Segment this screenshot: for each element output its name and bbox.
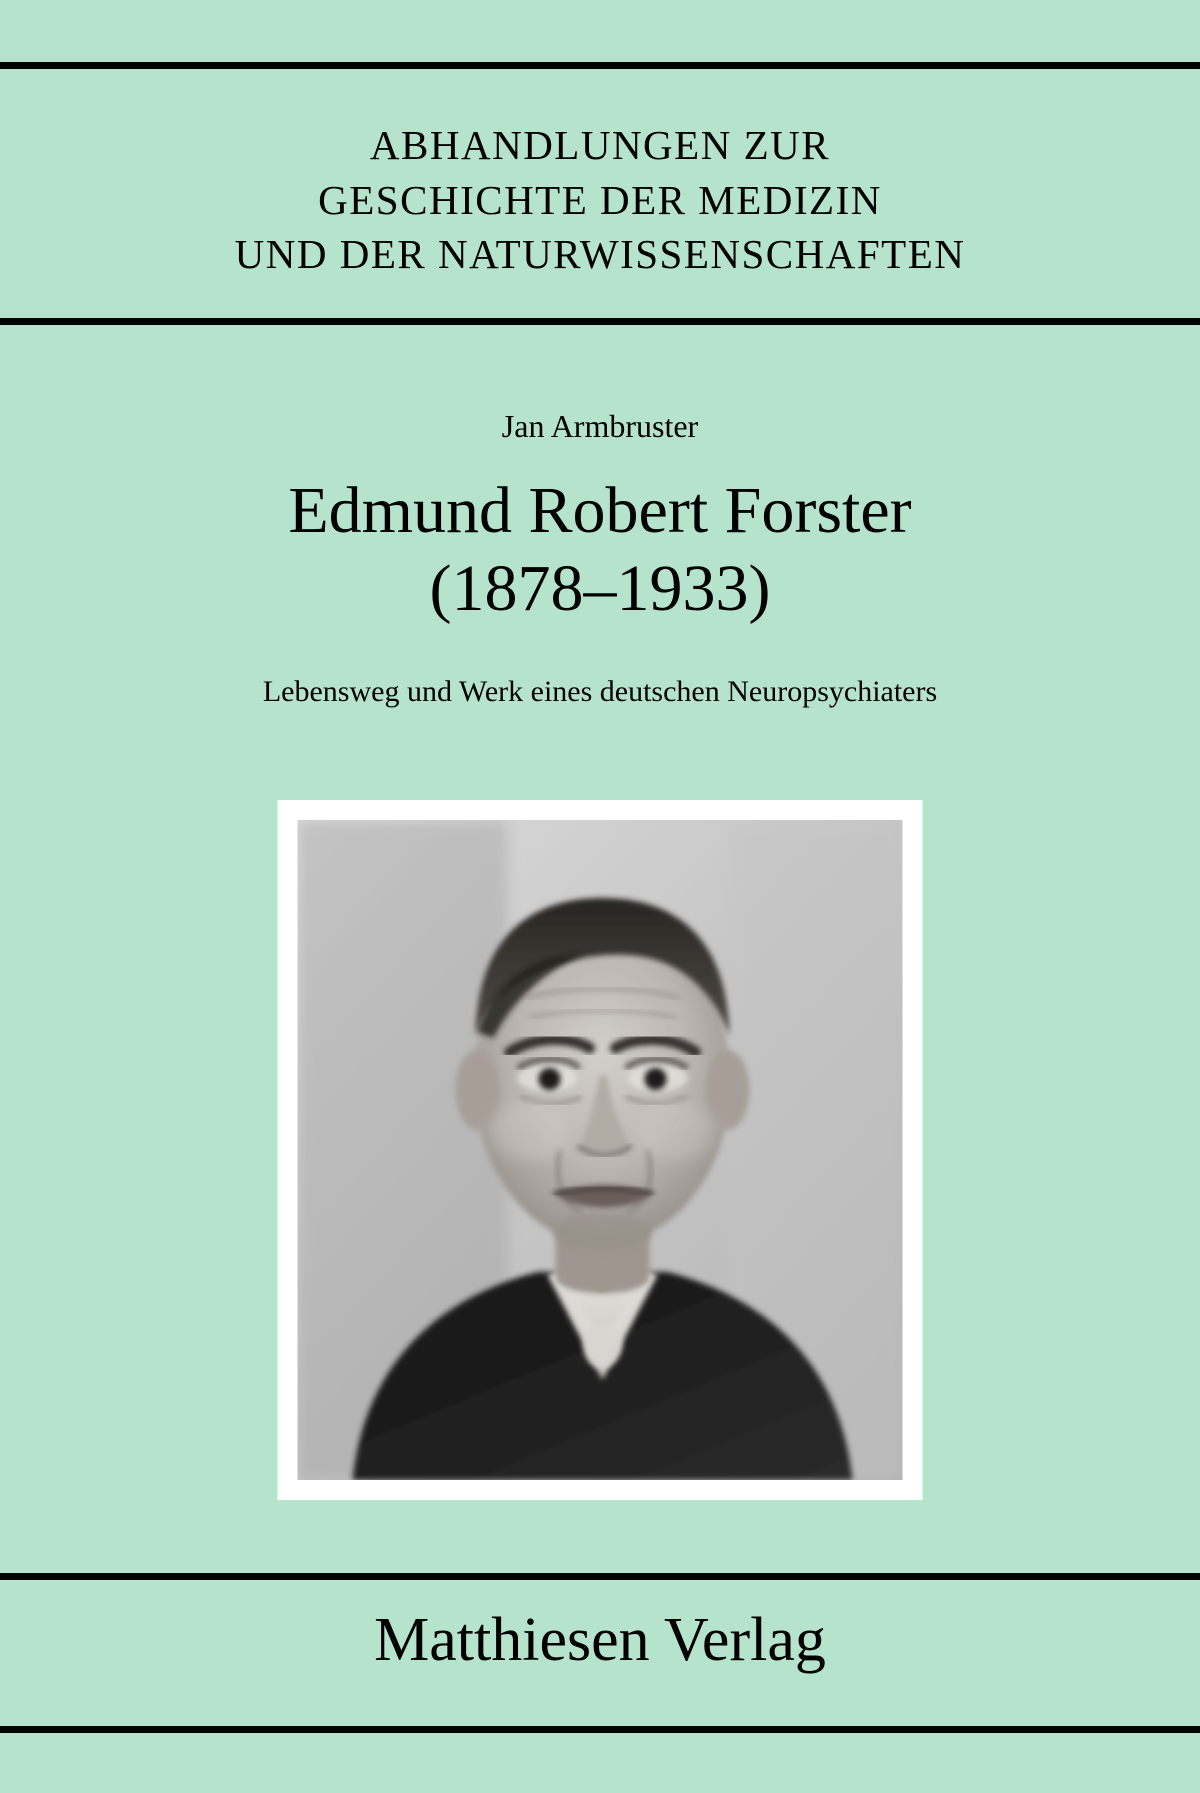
book-title: [0, 472, 1200, 628]
divider-top-outer: [0, 62, 1200, 69]
series-title: [0, 118, 1200, 282]
divider-bottom-outer: [0, 1573, 1200, 1580]
portrait-frame: [278, 800, 923, 1500]
book-title-line-2: (1878–1933): [429, 551, 771, 625]
portrait-photo: [298, 820, 903, 1480]
divider-bottom-inner: [0, 1726, 1200, 1733]
book-title-line-1: Edmund Robert Forster: [288, 474, 912, 547]
book-subtitle: Lebensweg und Werk eines deutschen Neuropsychiaters: [262, 675, 938, 708]
series-title-line-3: UND DER NATURWISSENSCHAFTEN: [234, 231, 966, 278]
author-name: Jan Armbruster: [501, 408, 699, 444]
series-title-line-1: ABHANDLUNGEN ZUR: [369, 122, 831, 168]
publisher-name: Matthiesen Verlag: [374, 1606, 826, 1674]
series-title-line-2: GESCHICHTE DER MEDIZIN: [318, 176, 882, 223]
divider-top-inner: [0, 318, 1200, 325]
